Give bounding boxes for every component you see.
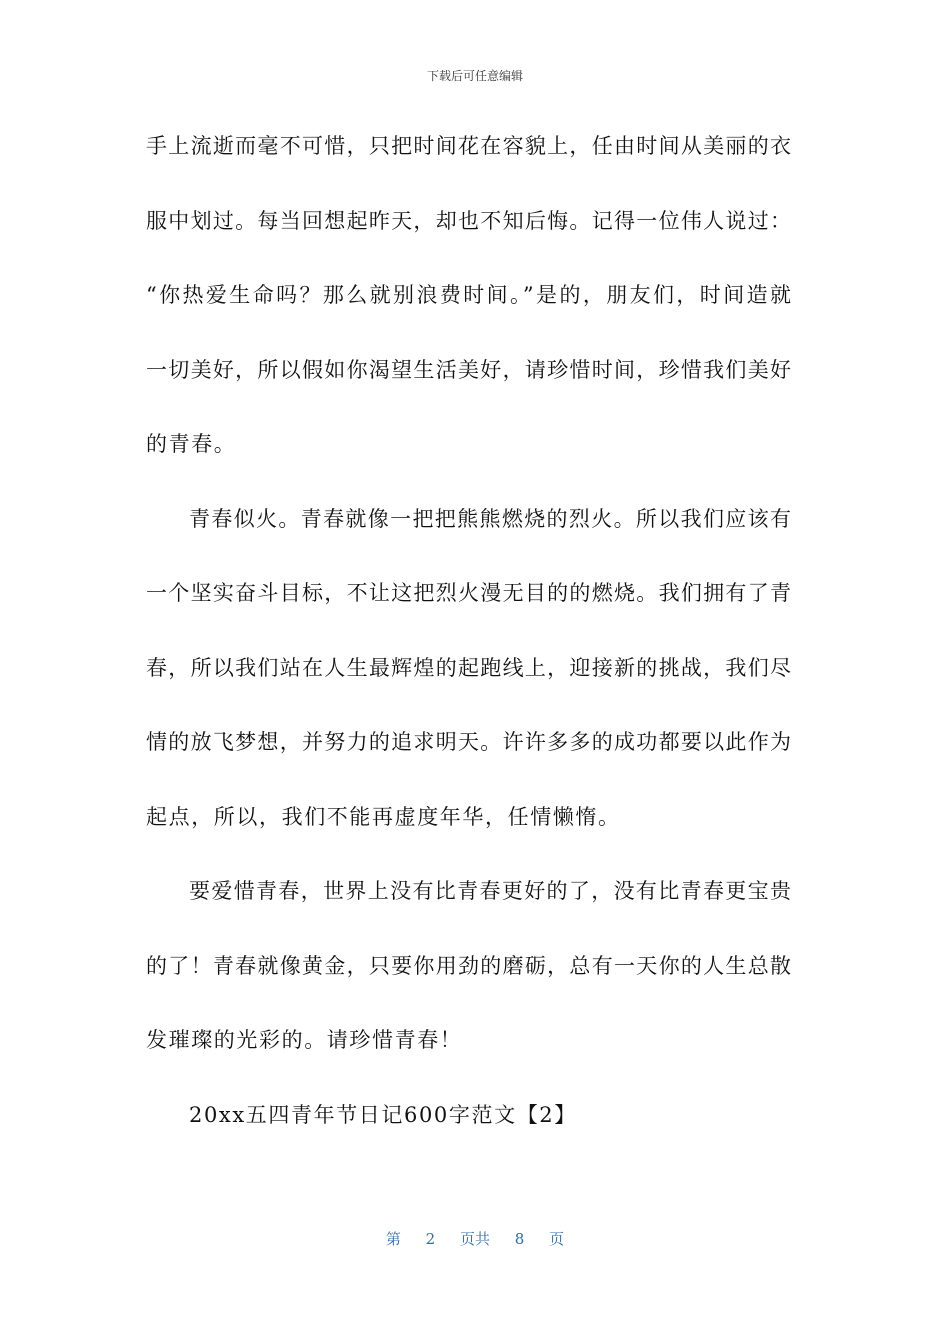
text-line: 发璀璨的光彩的。请珍惜青春！ [146, 1028, 463, 1052]
text-line: 一切美好，所以假如你渴望生活美好，请珍惜时间，珍惜我们美好 [146, 357, 791, 382]
text-line: “你热爱生命吗？那么就别浪费时间。”是的，朋友们，时间造就 [146, 283, 791, 307]
page-footer [0, 1228, 950, 1249]
total-pages: 8 [514, 1230, 525, 1248]
page-header: 下载后可任意编辑 [426, 69, 523, 83]
text-line: 情的放飞梦想，并努力的追求明天。许许多多的成功都要以此作为 [146, 730, 791, 754]
page-label-middle: 页共 [459, 1230, 490, 1248]
page-label-suffix: 页 [549, 1230, 565, 1248]
document-body [146, 118, 791, 1161]
paragraph-start-line: 青春似火。青春就像一把把熊熊燃烧的烈火。所以我们应该有 [189, 506, 791, 531]
text-line: 春，所以我们站在人生最辉煌的起跑线上，迎接新的挑战，我们尽 [146, 655, 791, 680]
paragraph-start-line: 要爱惜青春，世界上没有比青春更好的了，没有比青春更宝贵 [189, 879, 791, 903]
page-number: 2 [425, 1230, 436, 1248]
text-line: 的了！青春就像黄金，只要你用劲的磨砺，总有一天你的人生总散 [146, 953, 791, 978]
text-line: 起点，所以，我们不能再虚度年华，任情懒惰。 [146, 804, 621, 829]
section-heading: 20xx五四青年节日记600字范文【2】 [189, 1102, 577, 1127]
text-line: 服中划过。每当回想起昨天，却也不知后悔。记得一位伟人说过： [146, 208, 791, 233]
text-line: 的青春。 [146, 432, 237, 456]
text-line: 一个坚实奋斗目标，不让这把烈火漫无目的的燃烧。我们拥有了青 [146, 581, 791, 605]
page-label-prefix: 第 [385, 1230, 401, 1248]
text-line: 手上流逝而毫不可惜，只把时间花在容貌上，任由时间从美丽的衣 [146, 134, 791, 158]
